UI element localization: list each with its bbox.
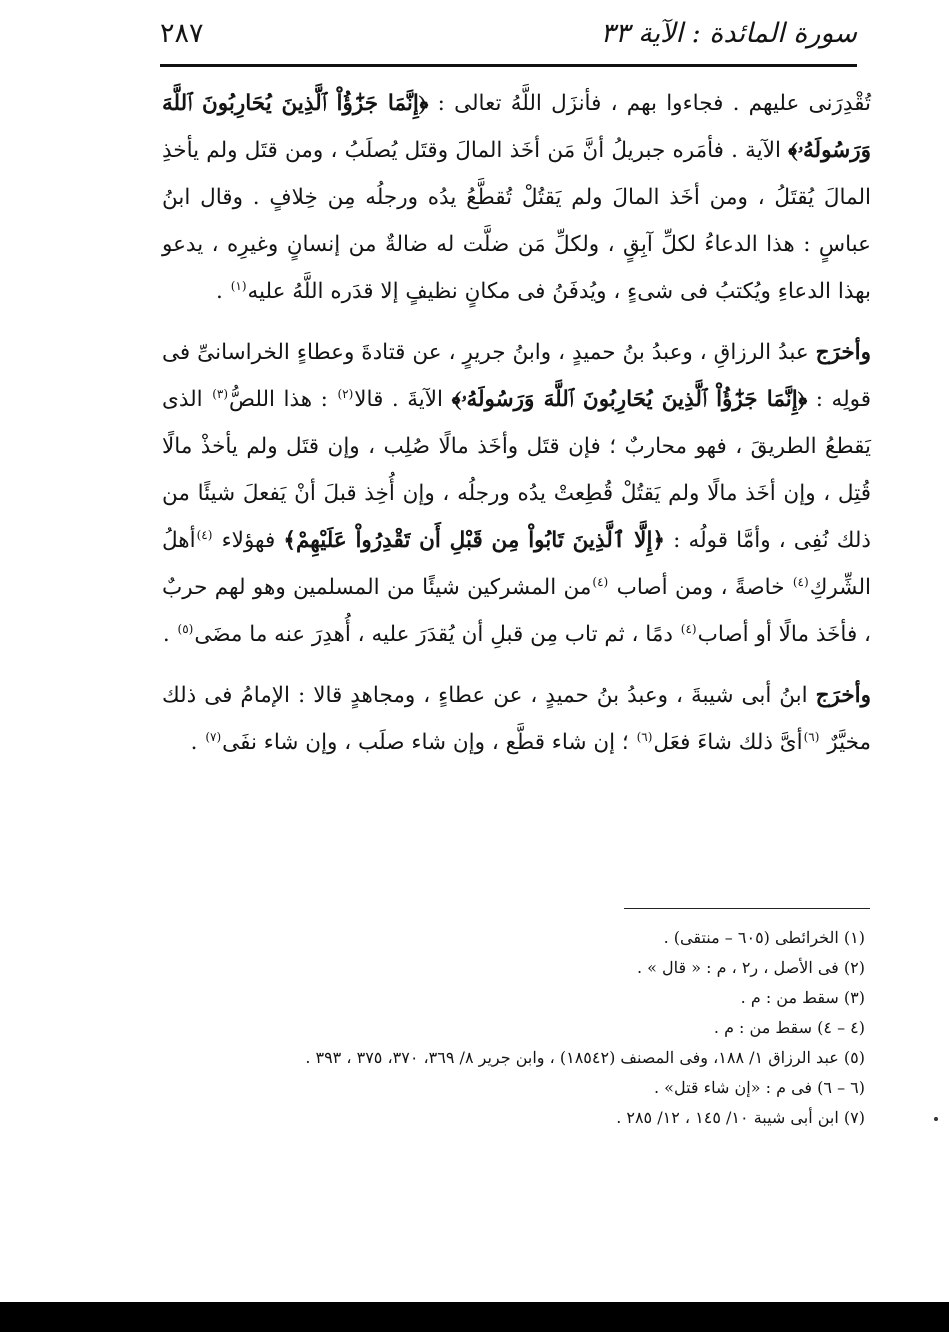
footnote-5: (٥) عبد الرزاق ١/ ١٨٨، وفى المصنف (١٨٥٤٢) ، وابن جرير ٨/ ٣٦٩، ٣٧٠، ٣٧٥ ، ٣٩٣ . [305,1048,865,1067]
footnote-marker: (٢) [337,386,354,401]
footnote-marker: (٧) [205,729,222,744]
footnote-7: (٧) ابن أبى شيبة ١٠/ ١٤٥ ، ١٢/ ٢٨٥ . [616,1108,865,1127]
footnote-marker: (٤) [592,574,609,589]
footnote-marker: (٤) [792,574,809,589]
header-rule [160,64,857,67]
paragraph-1: تُقْدِرَنى عليهم . فجاءوا بهم ، فأنزَل اللَّهُ تعالى : ﴿إِنَّمَا جَزَٰٓؤُاْ ٱلَّذِينَ يُحَارِبُونَ ٱللَّهَ وَرَسُولَهُۥ﴾ الآية . فأمَره جبريلُ أنَّ مَن أخَذ المالَ وقتَل يُصلَبُ ، ومن قتَل ولم يأخذِ المالَ يُقتَلُ ، ومن أخَذ المالَ ولم يَقتُلْ تُقطَّعُ يدُه ورجلُه مِن خِلافٍ . وقال ابنُ عباسٍ : هذا الدعاءُ لكلِّ آبِقٍ ، ولكلِّ مَن ضلَّت له ضالةٌ من إنسانٍ وغيرِه ، يدعو بهذا الدعاءِ ويُكتبُ فى شىءٍ ، ويُدفَنُ فى مكانٍ نظيفٍ إلا قدَره اللَّهُ عليه$^{(١)}$ . [162,91,871,304]
footnote-marker: (١) [230,278,247,293]
paragraph-lead: وأخرَج [815,340,871,365]
paragraph-lead: وأخرَج [815,683,871,708]
footnotes [110,923,865,1133]
footnote-marker: (٤) [196,527,213,542]
page-header [160,14,857,54]
footnote-1: (١) الخرائطى (٦٠٥ – منتقى) . [663,928,865,947]
quran-verse: ﴿إِنَّمَا جَزَٰٓؤُاْ ٱلَّذِينَ يُحَارِبُونَ ٱللَّهَ وَرَسُولَهُۥ﴾ [162,91,871,163]
footnote-marker: (٤) [680,621,697,636]
quran-verse: ﴿إِنَّمَا جَزَٰٓؤُاْ ٱلَّذِينَ يُحَارِبُونَ ٱللَّهَ وَرَسُولَهُۥ﴾ [451,387,808,412]
quran-verse: ﴿إِلَّا ٱلَّذِينَ تَابُواْ مِن قَبْلِ أَن تَقْدِرُواْ عَلَيْهِمْ﴾ [283,528,666,553]
page-number: ٢٨٧ [160,18,204,49]
footnote-3: (٣) سقط من : م . [740,988,865,1007]
scan-speck [934,1117,938,1121]
footnote-4: (٤ – ٤) سقط من : م . [713,1018,865,1037]
footnote-marker: (٥) [177,621,194,636]
footnote-marker: (٣) [212,386,229,401]
footnote-marker: (٦) [636,729,653,744]
running-title: سورة المائدة : الآية ٣٣ [600,18,857,49]
footnote-rule [624,908,870,909]
footnote-marker: (٦) [803,729,820,744]
main-text [162,80,871,766]
footnote-6: (٦ – ٦) فى م : «إن شاء قتل» . [654,1078,865,1097]
footnote-2: (٢) فى الأصل ، ر٢ ، م : « قال » . [636,958,865,977]
paragraph-2: وأخرَج عبدُ الرزاقِ ، وعبدُ بنُ حميدٍ ، وابنُ جريرٍ ، عن قتادةَ وعطاءٍ الخراسانىِّ فى قولِه : ﴿إِنَّمَا جَزَٰٓؤُاْ ٱلَّذِينَ يُحَارِبُونَ ٱللَّهَ وَرَسُولَهُۥ﴾ الآيةَ . قالا$^{(٢)}$ : هذا اللصُّ$^{(٣)}$ الذى يَقطعُ الطريقَ ، فهو محاربٌ ؛ فإن قتَل وأخَذ مالًا صُلِب ، وإن قتَل ولم يأخذْ مالًا قُتِل ، وإن أخَذ مالًا ولم يَقتُلْ قُطِعتْ يدُه ورجلُه ، وإن أُخِذ قبلَ أنْ يَفعلَ شيئًا من ذلك نُفِى ، وأمَّا قولُه : ﴿إِلَّا ٱلَّذِينَ تَابُواْ مِن قَبْلِ أَن تَقْدِرُواْ عَلَيْهِمْ﴾ فهؤلاء $^{(٤)}$أهلُ الشِّركِ$^{(٤)}$ خاصةً ، ومن أصاب $^{(٤)}$من المشركين شيئًا من المسلمين وهو لهم حربٌ ، فأخَذ مالًا أو أصاب$^{(٤)}$ دمًا ، ثم تاب مِن قبلِ أن يُقدَرَ عليه ، أُهدِرَ عنه ما مضَى$^{(٥)}$ . [162,340,872,647]
scan-bottom-edge [0,1302,949,1332]
paragraph-3: وأخرَج ابنُ أبى شيبةَ ، وعبدُ بنُ حميدٍ ، عن عطاءٍ ، ومجاهدٍ قالا : الإمامُ فى ذلك مخيَّرٌ $^{(٦)}$أىَّ ذلك شاءَ فعَل$^{(٦)}$ ؛ إن شاء قطَّع ، وإن شاء صلَب ، وإن شاء نفَى$^{(٧)}$ . [162,683,871,755]
